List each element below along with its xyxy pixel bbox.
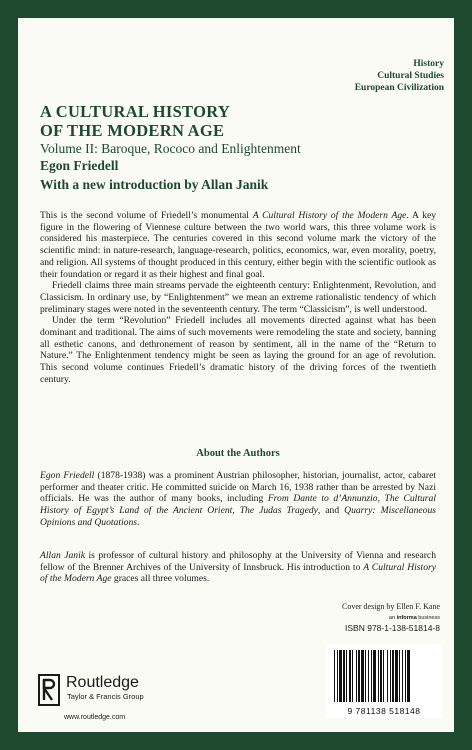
bio2-name: Allan Janik <box>40 550 86 561</box>
barcode <box>326 644 442 718</box>
business-post: business <box>416 615 440 621</box>
isbn: ISBN 978-1-138-51814-8 <box>345 623 440 633</box>
p1-book-title: A Cultural History of the Modern Age <box>252 210 407 221</box>
description-paragraph-3: Under the term “Revolution” Friedell includes all movements directed against what has been dominant and traditional. The aims of such movements were remodeling the state and society, banning all esthetic canons, and dethronement of reason by sentiment, all in the name of the “Return to Nature.” The Enlightenment tendency might be seen as laying the ground for an age of revolution. This second volume continues Friedell’s dramatic history of the driving forces of the twentieth century. <box>40 315 436 385</box>
barcode-number: 9 781138 518148 <box>347 706 421 716</box>
publisher-group: Taylor & Francis Group <box>67 692 144 701</box>
book-title <box>40 102 230 140</box>
informa-brand: informa <box>396 615 417 621</box>
subject-categories <box>355 58 444 94</box>
title-line-1: A CULTURAL HISTORY <box>40 102 231 121</box>
category-european-civilization: European Civilization <box>354 83 444 93</box>
bio1-text-a: (1878-1938) was a prominent Austrian philosopher, historian, journalist, actor, cabaret performer and theater critic. He committed suicide on March 16, 1938 rather than be arrested by Nazi officials. He was the author of many books, including <box>40 470 436 505</box>
category-cultural-studies: Cultural Studies <box>377 71 444 81</box>
credits <box>342 602 440 633</box>
routledge-logo-icon <box>38 674 60 706</box>
publisher-website: www.routledge.com <box>64 714 126 721</box>
introduction-credit: With a new introduction by Allan Janik <box>40 177 269 192</box>
publisher <box>66 674 144 702</box>
publisher-name: Routledge <box>66 674 139 691</box>
bio-friedell <box>40 470 436 529</box>
bio1-text-c: . <box>137 516 140 528</box>
p1-text-a: This is the second volume of Friedell’s monumental <box>40 210 253 221</box>
bio-janik <box>40 550 436 585</box>
category-history: History <box>413 59 444 69</box>
bio1-text-b: , and <box>317 505 345 517</box>
about-authors-heading: About the Authors <box>196 448 280 459</box>
bio1-name: Egon Friedell <box>40 470 95 481</box>
author-name: Egon Friedell <box>40 158 119 173</box>
description <box>40 210 436 386</box>
bio1-books: From Dante to d’Annunzio, The Cultural History of Egypt’s Land of the Ancient Orient, The Judas Tragedy <box>40 493 436 517</box>
informa-business <box>342 615 440 621</box>
title-line-2: OF THE MODERN AGE <box>40 121 225 140</box>
back-cover-panel <box>18 18 454 732</box>
barcode-bars <box>326 644 442 706</box>
business-pre: an <box>388 615 397 621</box>
cover-design-credit: Cover design by Ellen F. Kane <box>341 602 440 611</box>
bio2-text-b: graces all three volumes. <box>111 573 210 585</box>
p1-text-b: . A key figure in the flowering of Viennese culture between the two world wars, this three volume work is considered his masterpiece. The centuries covered in this second volume mark the victory of the scientific mind: in nature-research, language-research, politics, economics, war, even morality, poetry, and religion. All systems of thought produced in this century, either begin with the scientific outlook as their foundation or regard it as their highest and final goal. <box>40 210 436 280</box>
volume-subtitle: Volume II: Baroque, Rococo and Enlightenment <box>40 141 301 156</box>
description-paragraph-2: Friedell claims three main streams pervade the eighteenth century: Enlightenment, Revolution, and Classicism. In ordinary use, by “Enlightenment” we mean an extreme rationalistic tendency of which preliminary stages were noted in the seventeenth century. The term “Classicism”, is well understood. <box>40 280 436 315</box>
description-paragraph-1 <box>40 210 436 280</box>
bio1-book-quarry: Quarry: Miscellaneous Opinions and Quotations <box>40 505 436 528</box>
bio2-book-title: A Cultural History of the Modern Age <box>40 561 436 585</box>
bio2-text-a: is professor of cultural history and philosophy at the University of Vienna and research fellow of the Brenner Archives of the University of Innsbruck. His introduction to <box>40 550 436 573</box>
